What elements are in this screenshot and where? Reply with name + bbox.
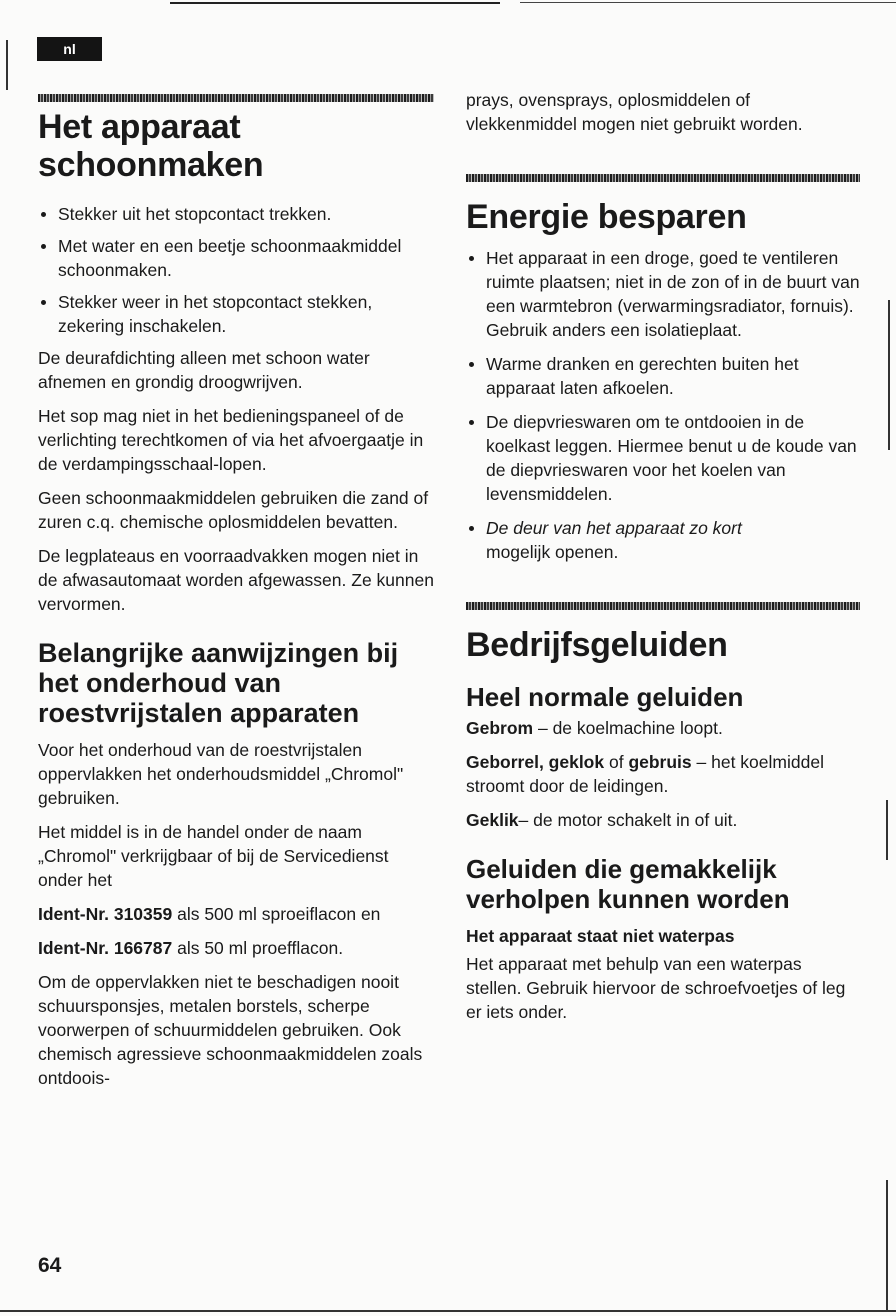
section-title: Bedrijfsgeluiden <box>466 626 728 664</box>
list-item: Het apparaat in een droge, goed te ventileren ruimte plaatsen; niet in de zon of in de buurt van een warmtebron (verwarmingsradiator, fornuis). Gebruik anders een isolatieplaat. <box>466 246 861 342</box>
section-title: Energie besparen <box>466 198 747 236</box>
paragraph: Geen schoonmaakmiddelen gebruiken die zand of zuren c.q. chemische oplosmiddelen bevatten. <box>38 488 429 532</box>
section-rule <box>38 94 434 102</box>
noise-text: – het koelmiddel stroomt door de leidingen. <box>466 752 824 796</box>
noise-term: Gebrom <box>466 718 534 738</box>
paragraph: Om de oppervlakken niet te beschadigen nooit schuursponsjes, metalen borstels, scherpe voorwerpen of schuurmiddelen gebruiken. Ook chemisch agressieve schoonmaakmiddelen zoals ontdoois- <box>38 972 423 1088</box>
noise-term: gebruis <box>628 752 692 772</box>
list-item-text: mogelijk openen. <box>486 542 619 562</box>
scan-edge-mark <box>6 40 8 90</box>
section-rule <box>466 602 860 610</box>
problem-title: Het apparaat staat niet waterpas <box>466 926 735 946</box>
section-rule <box>466 174 860 182</box>
noise-term: Geklik <box>466 810 519 830</box>
list-item: Met water en een beetje schoonmaakmiddel schoonmaken. <box>38 234 438 282</box>
list-item: Stekker uit het stopcontact trekken. <box>38 202 438 226</box>
paragraph: Het middel is in de handel onder de naam „Chromol" verkrijgbaar of bij de Servicedienst onder het <box>38 822 389 890</box>
italic-text: De deur van het apparaat zo kort <box>486 518 742 538</box>
list-item: Warme dranken en gerechten buiten het apparaat laten afkoelen. <box>466 352 861 400</box>
left-column <box>38 108 438 1090</box>
subsection-title: Heel normale geluiden <box>466 682 744 712</box>
right-column <box>466 88 861 1024</box>
paragraph <box>466 750 861 798</box>
paragraph: Het sop mag niet in het bedieningspaneel of de verlichting terechtkomen of via het afvoergaatje in de verdampingsschaal-lopen. <box>38 406 424 474</box>
noise-text: – de koelmachine loopt. <box>533 718 723 738</box>
ident-text: als 50 ml proefflacon. <box>172 938 344 958</box>
paragraph <box>38 936 438 960</box>
section-title <box>38 108 438 184</box>
cleaning-steps <box>38 202 438 338</box>
bottom-rule <box>0 1310 896 1312</box>
paragraph <box>466 808 861 832</box>
paragraph: Voor het onderhoud van de roestvrijstalen oppervlakken het onderhoudsmiddel „Chromol" gebruiken. <box>38 740 404 808</box>
scan-edge-mark <box>886 800 888 860</box>
page-number: 64 <box>38 1254 62 1277</box>
scan-edge-mark <box>888 300 890 450</box>
subsection-title: Belangrijke aanwijzingen bij het onderhoud van roestvrijstalen apparaten <box>38 638 399 728</box>
paragraph: prays, ovensprays, oplosmiddelen of vlekkenmiddel mogen niet gebruikt worden. <box>466 90 803 134</box>
list-item: Stekker weer in het stopcontact stekken, zekering inschakelen. <box>38 290 438 338</box>
paragraph: De legplateaus en voorraadvakken mogen niet in de afwasautomaat worden afgewassen. Ze kunnen vervormen. <box>38 546 434 614</box>
language-badge: nl <box>37 37 102 61</box>
top-rule-right <box>520 2 896 3</box>
list-item <box>466 516 861 564</box>
noise-term: Geborrel, geklok <box>466 752 605 772</box>
scan-edge-mark <box>886 1180 888 1310</box>
paragraph: De deurafdichting alleen met schoon water afnemen en grondig droogwrijven. <box>38 348 370 392</box>
energy-tips <box>466 246 861 564</box>
top-rule <box>170 2 500 4</box>
section-title-line1: Het apparaat <box>38 108 241 146</box>
subsection-title: Geluiden die gemakkelijk verholpen kunnen worden <box>466 854 790 914</box>
paragraph <box>466 716 861 740</box>
section-title-line2: schoonmaken <box>38 146 264 184</box>
list-item: De diepvrieswaren om te ontdooien in de koelkast leggen. Hiermee benut u de koude van de diepvrieswaren voor het koelen van levensmiddelen. <box>466 410 861 506</box>
paragraph <box>38 902 438 926</box>
paragraph: Het apparaat met behulp van een waterpas stellen. Gebruik hiervoor de schroefvoetjes of leg er iets onder. <box>466 954 846 1022</box>
noise-text: – de motor schakelt in of uit. <box>518 810 738 830</box>
ident-number: Ident-Nr. 310359 <box>38 904 173 924</box>
ident-text: als 500 ml sproeiflacon en <box>172 904 381 924</box>
ident-number: Ident-Nr. 166787 <box>38 938 173 958</box>
noise-text: of <box>604 752 629 772</box>
